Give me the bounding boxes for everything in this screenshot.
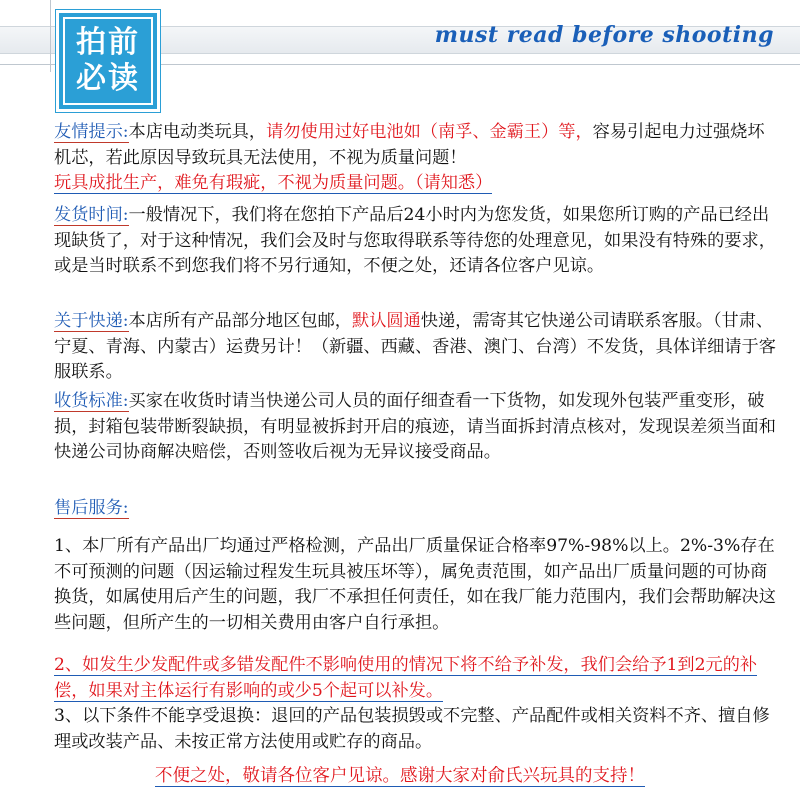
friendly-text-2: 容易引起电力过强烧坏机芯，若此原因导致玩具无法使用，不视为质量问题！ [54,122,765,168]
express-default-carrier: 默认圆通 [352,311,421,331]
express-section [54,309,778,386]
after-sales-heading [54,496,778,522]
receiving-standard-label: 收货标准: [54,391,129,411]
after-sales-item-2-text: 2、如发生少发配件或多错发配件不影响使用的情况下将不给予补发，我们会给予1到2元的补偿，如果对主体运行有影响的或少5个起可以补发。 [54,655,758,701]
logo-line-1: 拍前 [76,25,140,60]
footer-note [0,762,800,787]
logo-badge [56,10,160,112]
after-sales-item-2 [54,653,778,704]
shipping-time-label: 发货时间: [54,205,129,225]
after-sales-item-1: 1、本厂所有产品出厂均通过严格检测，产品出厂质量保证合格率97%-98%以上。2%-3%存在不可预测的问题（因运输过程发生玩具被压坏等），属免责范围，如产品出厂质量问题的可协商换货，如属使用后产生的问题，我厂不承担任何责任，如在我厂能力范围内，我们会帮助解决这些问题，但所产生的一切相关费用由客户自行承担。 [54,536,776,633]
after-sales-label: 售后服务: [54,498,129,518]
receiving-standard-section [54,389,778,466]
express-text-2: 快递，需寄其它快递公司请联系客服。（甘肃、宁夏、青海、内蒙古）运费另计！（新疆、西藏、香港、澳门、台湾）不发货，具体详细请于客服联系。 [54,311,776,382]
friendly-battery-warning: 请勿使用过好电池如（南孚、金霸王）等， [266,122,593,142]
logo-line-2: 必读 [76,61,140,96]
friendly-text-1: 本店电动类玩具， [128,122,267,142]
friendly-defect-notice: 玩具成批生产，难免有瑕疵，不视为质量问题。（请知悉） [54,173,493,193]
shipping-time-section [54,203,778,280]
friendly-reminder-section [54,120,778,197]
slogan: must read before shooting [434,22,774,48]
express-text-1: 本店所有产品部分地区包邮， [128,311,352,331]
shipping-time-text: 一般情况下，我们将在您拍下产品后24小时内为您发货，如果您所订购的产品已经出现缺货了，对于这种情况，我们会及时与您取得联系等待您的处理意见，如果没有特殊的要求，或是当时联系不到您我们将不另行通知，不便之处，还请各位客户见谅。 [54,205,776,276]
express-label: 关于快递: [54,311,129,331]
after-sales-item-3: 3、以下条件不能享受退换：退回的产品包装损毁或不完整、产品配件或相关资料不齐、擅自修理或改装产品、未按正常方法使用或贮存的商品。 [54,706,770,752]
friendly-reminder-label: 友情提示: [54,122,129,142]
receiving-standard-text: 买家在收货时请当快递公司人员的面仔细查看一下货物，如发现外包装严重变形，破损，封箱包装带断裂缺损，有明显被拆封开启的痕迹，请当面拆封清点核对，发现误差须当面和快递公司协商解决赔偿，否则签收后视为无异议接受商品。 [54,391,776,462]
header-vertical-line [50,0,51,72]
footer-text: 不便之处，敬请各位客户见谅。感谢大家对俞氏兴玩具的支持！ [155,766,645,786]
